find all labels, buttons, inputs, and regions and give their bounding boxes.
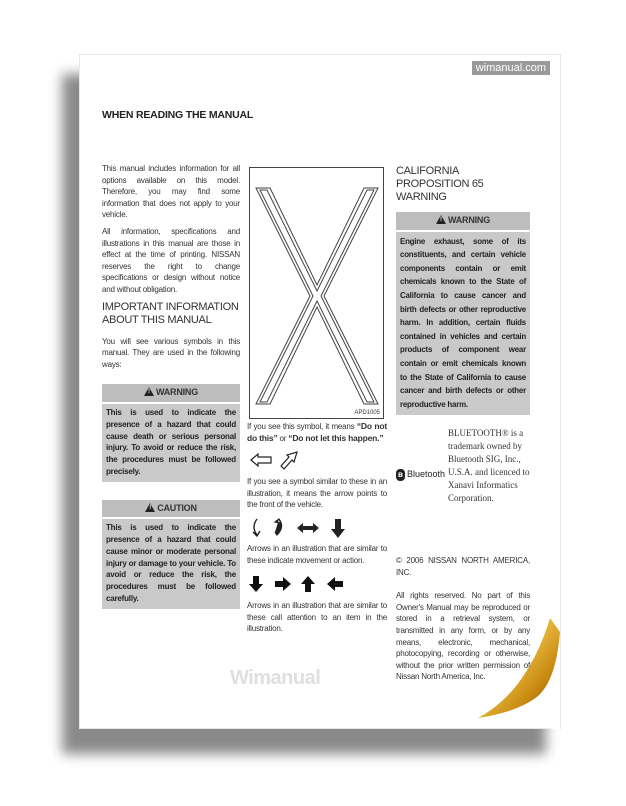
attention-arrow-icons — [249, 574, 349, 594]
copyright-line: © 2006 NISSAN NORTH AMERICA, INC. — [396, 556, 530, 577]
prop65-warning-box — [396, 212, 530, 415]
warning-box — [102, 384, 240, 481]
attention-arrows — [249, 574, 387, 596]
symbols-paragraph: You will see various symbols in this manual. They are used in the following ways: — [102, 336, 240, 369]
right-column — [396, 165, 530, 421]
do-not-symbol-figure — [249, 167, 384, 419]
rights-paragraph: All rights reserved. No part of this Owner's Manual may be reproduced or stored in a retrieval system, or transmitted in any form, or by any means, electronic, mechanical, photocopying, recording or otherwise, without the prior written permission of Nissan North America, Inc. — [396, 591, 530, 682]
bluetooth-icon: ʙ — [396, 469, 405, 481]
movement-arrows — [249, 517, 387, 541]
front-arrows — [249, 450, 387, 472]
symbol-meaning: If you see this symbol, it means “Do not do this” or “Do not let this happen.” — [247, 421, 387, 443]
front-arrow-text: If you see a symbol similar to these in an illustration, it means the arrow points to the front of the vehicle. — [247, 477, 387, 510]
bluetooth-trademark-text: BLUETOOTH® is a trademark owned by Bluetooth SIG, Inc., U.S.A. and licenced to Xanavi Informatics Corporation. — [448, 428, 530, 503]
caution-triangle-icon: ! — [145, 503, 155, 512]
warning-label: WARNING — [155, 387, 199, 398]
bluetooth-logo: ʙ Bluetooth — [396, 469, 445, 481]
prop65-warning-label: WARNING — [447, 215, 491, 225]
intro-paragraph: This manual includes information for all options available on this model. Therefore, you may find some information that does not apply to your vehicle. — [102, 164, 240, 220]
warning-header — [102, 384, 240, 404]
warning-text: This is used to indicate the presence of a hazard that could cause death or serious personal injury. To avoid or reduce the risk, the procedures must be followed precisely. — [106, 407, 236, 476]
front-arrow-icons — [249, 450, 309, 470]
page-title: WHEN READING THE MANUAL — [102, 109, 254, 121]
movement-arrow-icons — [249, 517, 349, 539]
warning-triangle-icon: ! — [144, 387, 154, 396]
caution-box — [102, 500, 240, 609]
caution-header — [102, 500, 240, 520]
left-column — [102, 163, 240, 615]
prop65-warning-text: Engine exhaust, some of its constituents, and certain vehicle components contain or emit chemicals known to the State of California to cause cancer and birth defects or other reproductive harm. In addition, certain fluids contained in vehicles and certain products of component wear contain or emit chemicals known to the State of California to cause cancer and birth defects or other reproductive harm. — [400, 236, 526, 409]
specs-paragraph: All information, specifications and illustrations in this manual are those in effect at the time of printing. NISSAN reserves the right to change specifications or design without notice and without obligation. — [102, 226, 240, 294]
figure-code: APD1005 — [354, 410, 380, 416]
middle-column — [247, 421, 387, 640]
caution-text: This is used to indicate the presence of a hazard that could cause minor or moderate personal injury or damage to your vehicle. To avoid or reduce the risk, the procedures must be followed carefully. — [106, 523, 236, 604]
x-symbol-icon — [250, 168, 383, 418]
watermark-top: wimanual.com — [472, 61, 550, 75]
prop65-heading: CALIFORNIA PROPOSITION 65 WARNING — [396, 165, 484, 203]
movement-text: Arrows in an illustration that are similar to these indicate movement or action. — [247, 543, 387, 565]
attention-text: Arrows in an illustration that are similar to these call attention to an item in the illustration. — [247, 601, 387, 634]
page-curl-icon — [478, 612, 560, 730]
watermark-middle: Wimanual — [230, 667, 321, 689]
caution-label: CAUTION — [157, 502, 197, 513]
important-heading: IMPORTANT INFORMATION ABOUT THIS MANUAL — [102, 300, 239, 326]
prop65-triangle-icon: ! — [436, 215, 446, 224]
bluetooth-notice — [396, 427, 536, 547]
prop65-warning-header — [396, 212, 530, 232]
